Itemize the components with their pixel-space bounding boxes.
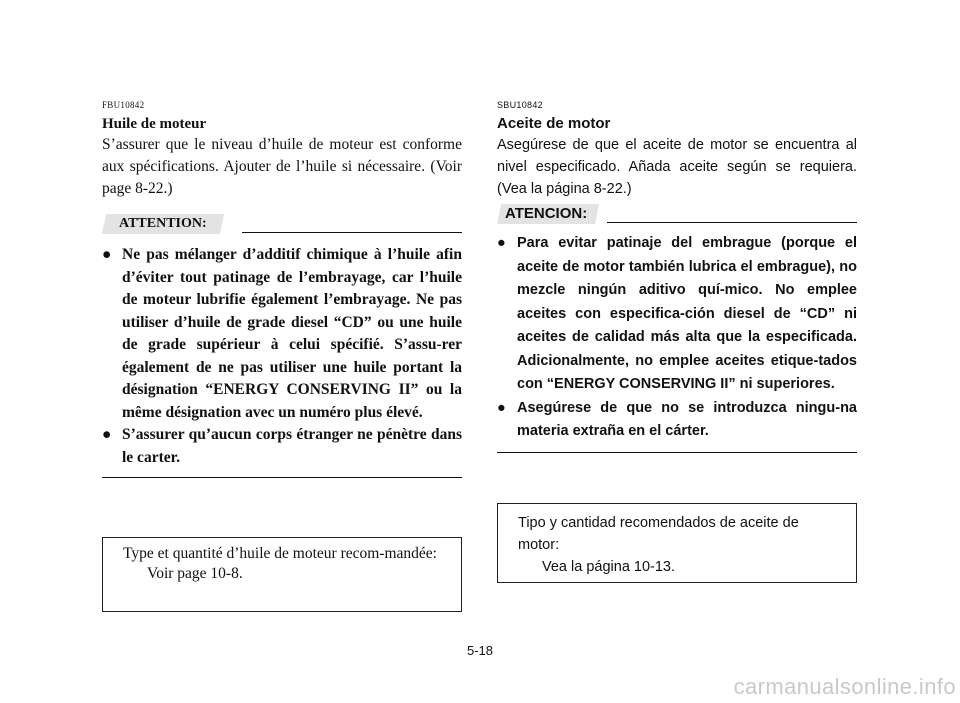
- warning-label: ATENCION:: [497, 204, 599, 224]
- section-body: S’assurer que le niveau d’huile de moteur est conforme aux spécifications. Ajouter de l’huile si nécessaire. (Voir page 8-22.): [102, 136, 462, 197]
- spec-title: Type et quantité d’huile de moteur recom-mandée:: [123, 545, 437, 562]
- warning-item: ● Para evitar patinaje del embrague (porque el aceite de motor también lubrica el embrague), no mezcle ningún aditivo quí-mico. No emplee aceites con especifica-ción diesel de “CD” ni aceites de calidad más alta que la especificada. Adicionalmente, no emplee aceites etique-tados con “ENERGY CONSERVING II” ni superiores.: [497, 232, 857, 397]
- warning-end-divider: [102, 477, 462, 478]
- warning-item: ● S’assurer qu’aucun corps étranger ne pénètre dans le carter.: [102, 426, 462, 466]
- watermark: carmanualsonline.info: [733, 674, 956, 699]
- page-number: 5-18: [466, 643, 494, 658]
- bullet-icon: ●: [497, 399, 506, 416]
- section-code: FBU10842: [102, 100, 145, 110]
- bullet-icon: ●: [497, 235, 506, 251]
- warning-label: ATTENTION:: [102, 214, 224, 234]
- warning-item: ● Asegúrese de que no se introduzca ningu-na materia extraña en el cárter.: [497, 397, 857, 444]
- bullet-icon: ●: [102, 426, 112, 443]
- warning-header: [497, 204, 857, 226]
- warning-list: [497, 232, 857, 444]
- bullet-icon: ●: [102, 246, 112, 263]
- warning-header: [102, 214, 462, 236]
- warning-divider: [242, 232, 462, 233]
- french-column: [102, 100, 462, 478]
- section-heading: Aceite de motor: [497, 115, 611, 132]
- section-heading: Huile de moteur: [102, 116, 207, 132]
- spec-value: Vea la página 10-13.: [542, 559, 676, 575]
- warning-end-divider: [497, 452, 857, 453]
- warning-item: ● Ne pas mélanger d’additif chimique à l’huile afin d’éviter tout patinage de l’embrayage, car l’huile de moteur lubrifie également l’embrayage. Ne pas utiliser d’huile de grade diesel “CD” ou une huile de grade supérieur à celui spécifié. S’assu-rer également de ne pas utiliser une huile portant la désignation “ENERGY CONSERVING II” ou la même désignation avec un numéro plus élevé.: [102, 246, 462, 421]
- warning-divider: [607, 222, 857, 223]
- warning-list: [102, 244, 462, 469]
- spec-title: Tipo y cantidad recomendados de aceite de motor:: [518, 515, 799, 553]
- spec-value: Voir page 10-8.: [147, 565, 243, 582]
- section-code: SBU10842: [497, 100, 543, 110]
- spec-box-french: [102, 537, 462, 612]
- spec-box-spanish: [497, 503, 857, 583]
- section-body: Asegúrese de que el aceite de motor se encuentra al nivel especificado. Añada aceite según se requiera. (Vea la página 8-22.): [497, 137, 857, 197]
- spanish-column: [497, 100, 857, 453]
